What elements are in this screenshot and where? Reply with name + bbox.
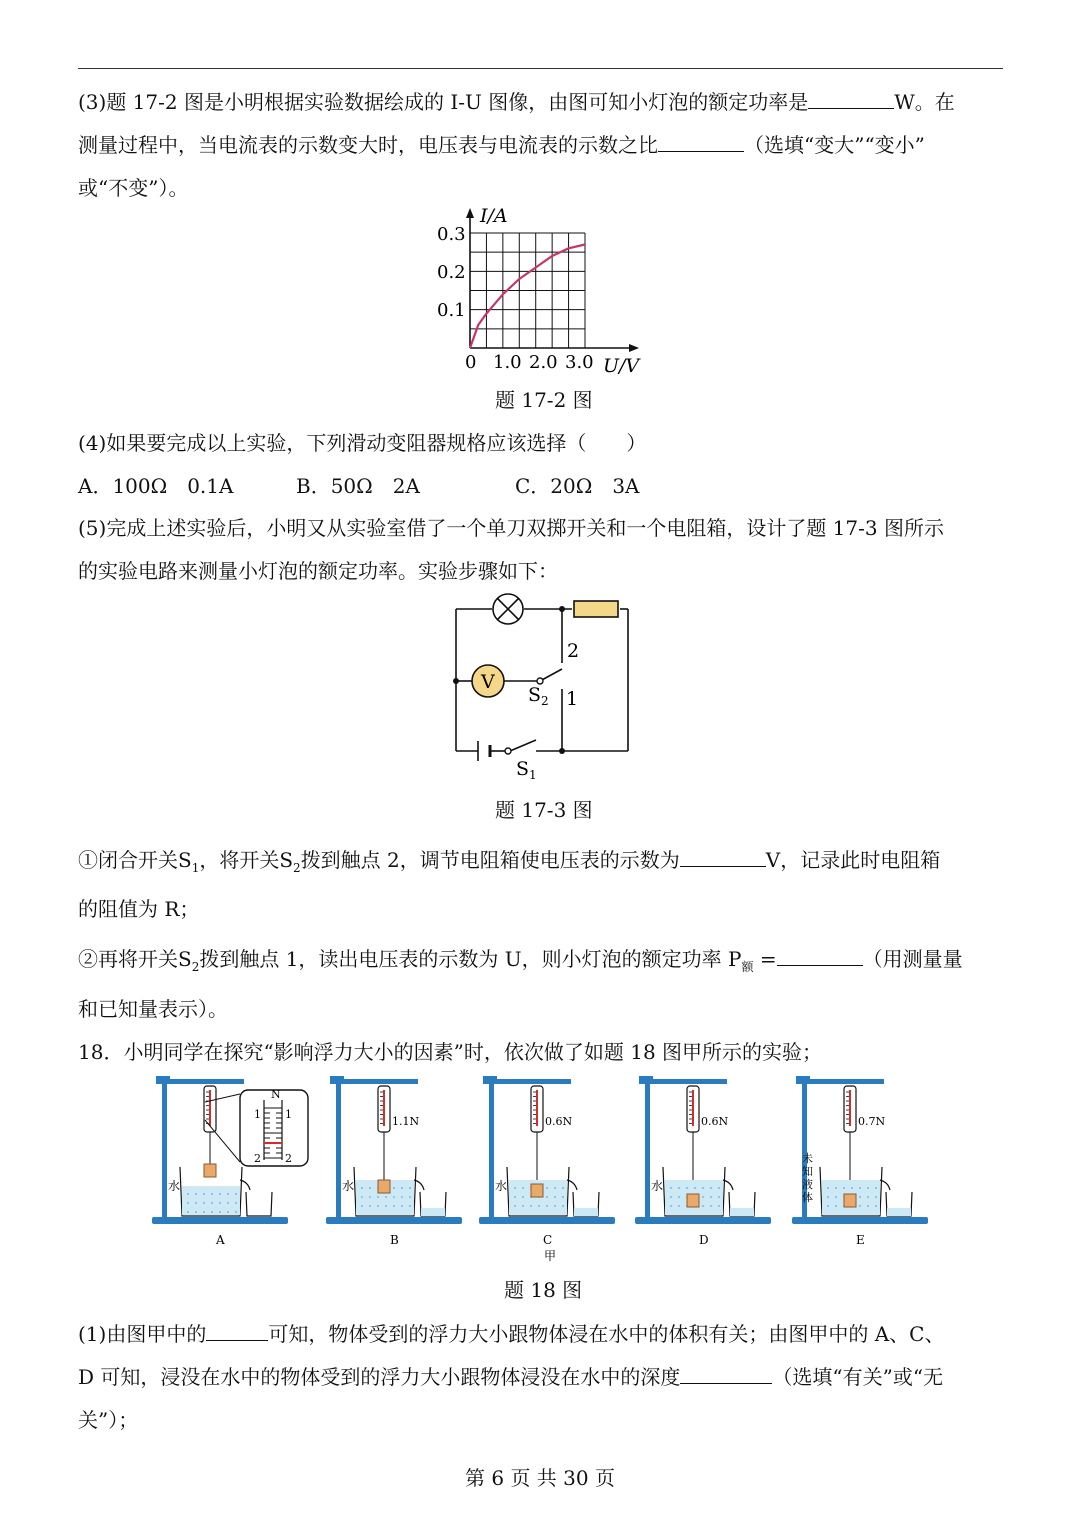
scale-mark: 1: [254, 1108, 261, 1121]
switch-s2-label: S: [528, 684, 542, 706]
scale-reading: 0.6N: [545, 1115, 573, 1128]
q17-part3-line1: (3)题 17-2 图是小明根据实验数据绘成的 I-U 图像，由图可知小灯泡的额定功率是 W。在: [78, 90, 955, 114]
q18-figure: [140, 1068, 960, 1268]
q17-part3-line2: 测量过程中，当电流表的示数变大时，电压表与电流表的示数之比 （选填“变大”“变小”: [78, 133, 925, 157]
liquid-label: 体: [802, 1191, 813, 1204]
header-rule: [78, 68, 1003, 69]
experiment-panel-e: [792, 1076, 928, 1247]
switch-s1-sub: 1: [529, 768, 537, 782]
liquid-label: 未: [802, 1152, 813, 1165]
contact-1-label: 1: [566, 688, 579, 710]
q17-step1-line1: ①闭合开关$S_1$，将开关$S_2$拨到触点 2，调节电阻箱使电压表的示数为 V，记录此时电阻箱: [78, 848, 941, 875]
x-axis-label: U/V: [603, 355, 640, 377]
answer-blank[interactable]: [658, 133, 744, 152]
option-c[interactable]: C．20Ω 3A: [515, 474, 640, 498]
scale-mark: 2: [285, 1152, 292, 1165]
q17-step2-line1: ②再将开关$S_2$拨到触点 1，读出电压表的示数为 U，则小灯泡的额定功率 $P_额$ = （用测量量: [78, 947, 963, 974]
lamp-symbol: [493, 594, 523, 624]
page-footer: 第 6 页 共 30 页: [465, 1466, 615, 1490]
voltmeter-label: V: [481, 671, 495, 693]
answer-blank[interactable]: [206, 1322, 268, 1341]
y-axis-label: I/A: [480, 205, 508, 227]
liquid-label: 水: [495, 1179, 508, 1193]
q17-part5-line1: (5)完成上述实验后，小明又从实验室借了一个单刀双掷开关和一个电阻箱，设计了题 17-3 图所示: [78, 516, 944, 540]
liquid-label: 水: [342, 1179, 355, 1193]
magnified-scale: [205, 1088, 308, 1166]
answer-blank[interactable]: [808, 90, 894, 109]
panel-label: C: [543, 1233, 553, 1247]
experiment-panel-b: [326, 1076, 462, 1247]
q18-intro: 18．小明同学在探究“影响浮力大小的因素”时，依次做了如题 18 图甲所示的实验；: [78, 1040, 823, 1064]
resistance-box-symbol: [574, 601, 618, 617]
scale-mark: 2: [254, 1152, 261, 1165]
q18-part1-line1: (1)由图甲中的 可知，物体受到的浮力大小跟物体浸在水中的体积有关；由图甲中的 A、C、: [78, 1322, 945, 1346]
x-axis-arrow: [629, 344, 639, 352]
answer-blank[interactable]: [777, 947, 863, 966]
q17-part3-line3: 或“不变”）。: [78, 176, 189, 200]
contact-2-label: 2: [567, 640, 580, 662]
answer-blank[interactable]: [680, 848, 766, 867]
switch-s1-label: S: [516, 758, 530, 780]
graph-caption: 题 17-2 图: [495, 388, 593, 412]
x-tick-label: 3.0: [565, 352, 594, 373]
x-tick-label: 2.0: [529, 352, 558, 373]
panel-label: E: [856, 1233, 865, 1247]
x-tick-label: 0: [465, 352, 477, 373]
x-tick-label: 1.0: [493, 352, 522, 373]
iu-curve: [470, 245, 585, 349]
scale-reading: 0.6N: [701, 1115, 729, 1128]
liquid-label: 水: [651, 1179, 664, 1193]
iu-graph: [425, 200, 665, 380]
y-axis-arrow: [466, 208, 474, 218]
scale-reading: 0.7N: [858, 1115, 886, 1128]
graph-grid: [470, 233, 585, 348]
option-b[interactable]: B．50Ω 2A: [296, 474, 420, 498]
group-label: 甲: [544, 1249, 557, 1263]
q18-part1-line2: D 可知，浸没在水中的物体受到的浮力大小跟物体浸没在水中的深度 （选填“有关”或“无: [78, 1365, 944, 1389]
option-a[interactable]: A．100Ω 0.1A: [78, 474, 234, 498]
scale-reading: 1.1N: [392, 1115, 420, 1128]
y-tick-label: 0.3: [437, 224, 466, 245]
switch-s1-pivot: [505, 748, 511, 754]
scale-mark: 1: [285, 1108, 292, 1121]
liquid-label: 液: [802, 1178, 813, 1191]
circuit-caption: 题 17-3 图: [495, 798, 593, 822]
switch-s2-sub: 2: [541, 694, 549, 708]
q18-caption: 题 18 图: [504, 1278, 583, 1302]
y-tick-label: 0.2: [437, 262, 466, 283]
q17-part5-line2: 的实验电路来测量小灯泡的额定功率。实验步骤如下：: [78, 559, 558, 583]
experiment-panel-c: [479, 1076, 615, 1247]
scale-unit: N: [271, 1088, 281, 1101]
liquid-label: 水: [168, 1179, 181, 1193]
answer-blank[interactable]: [680, 1365, 772, 1384]
circuit-diagram: [440, 585, 650, 785]
q17-step2-line2: 和已知量表示）。: [78, 997, 228, 1021]
experiment-panel-d: [635, 1076, 771, 1247]
q17-step1-line2: 的阻值为 R；: [78, 897, 200, 921]
q17-part4: (4)如果要完成以上实验，下列滑动变阻器规格应该选择（ ）: [78, 431, 647, 455]
panel-label: A: [216, 1233, 225, 1247]
y-tick-label: 0.1: [437, 300, 466, 321]
q18-part1-line3: 关”）；: [78, 1408, 139, 1432]
panel-label: B: [390, 1233, 399, 1247]
panel-label: D: [699, 1233, 709, 1247]
liquid-label: 知: [802, 1165, 813, 1178]
